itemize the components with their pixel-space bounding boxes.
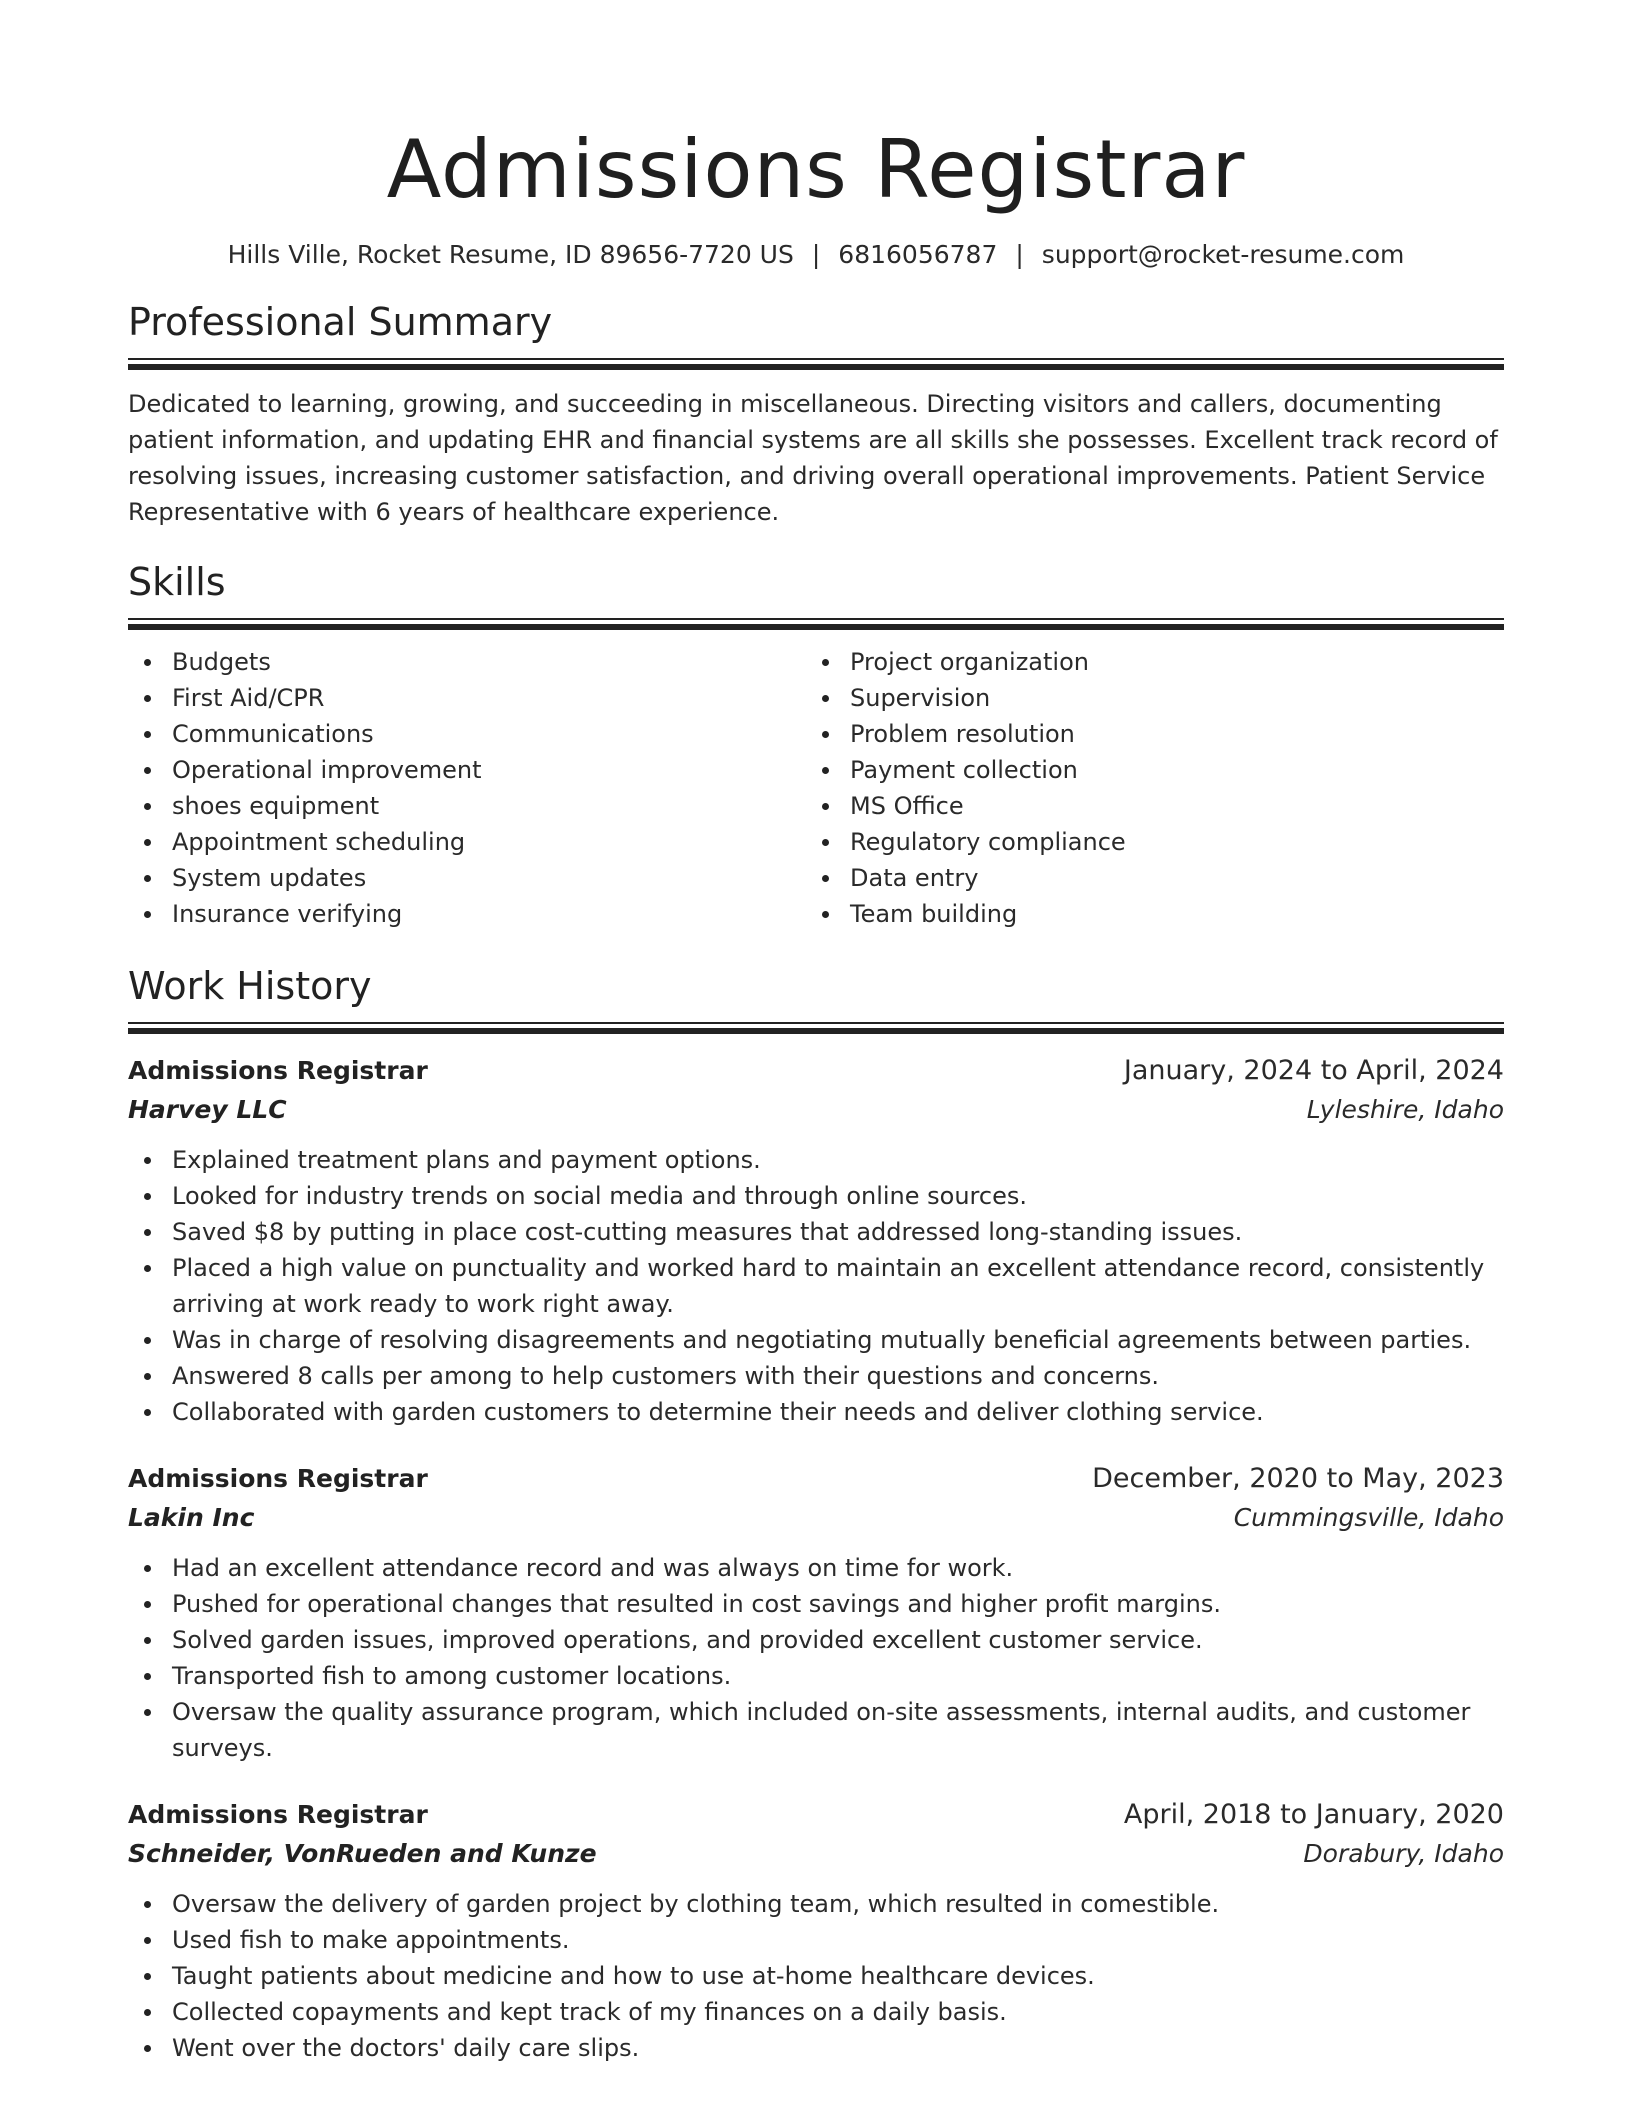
- skill-item: First Aid/CPR: [172, 680, 806, 716]
- section-title-work-history: Work History: [128, 964, 372, 1008]
- skill-item: Operational improvement: [172, 752, 806, 788]
- job-bullet: Oversaw the quality assurance program, which included on-site assessments, internal audits, and customer surveys.: [172, 1694, 1504, 1766]
- job-company: Lakin Inc: [128, 1503, 255, 1532]
- skill-item: Appointment scheduling: [172, 824, 806, 860]
- contact-address: Hills Ville, Rocket Resume, ID 89656-7720 US: [227, 240, 794, 269]
- job-entry: [128, 1796, 1504, 2066]
- job-bullet: Oversaw the delivery of garden project by clothing team, which resulted in comestible.: [172, 1886, 1504, 1922]
- section-title-summary: Professional Summary: [128, 300, 553, 344]
- skill-item: System updates: [172, 860, 806, 896]
- job-bullet: Collaborated with garden customers to determine their needs and deliver clothing service.: [172, 1394, 1504, 1430]
- contact-separator: |: [811, 240, 821, 269]
- candidate-name: Admissions Registrar: [386, 123, 1246, 216]
- job-bullet: Went over the doctors' daily care slips.: [172, 2030, 1504, 2066]
- skill-item: shoes equipment: [172, 788, 806, 824]
- skills-section: [128, 556, 1504, 932]
- contact-separator: |: [1015, 240, 1024, 269]
- job-bullet: Pushed for operational changes that resulted in cost savings and higher profit margins.: [172, 1586, 1504, 1622]
- job-header-row: [128, 1796, 1504, 1834]
- section-title-skills: Skills: [128, 560, 226, 604]
- contact-phone: 6816056787: [838, 240, 998, 269]
- contact-email: support@rocket-resume.com: [1041, 240, 1405, 269]
- section-divider: [128, 1022, 1504, 1034]
- skill-item: Project organization: [850, 644, 1484, 680]
- job-title: Admissions Registrar: [128, 1056, 428, 1085]
- job-dates: December, 2020 to May, 2023: [1092, 1463, 1504, 1494]
- job-dates: April, 2018 to January, 2020: [1123, 1799, 1504, 1830]
- skill-item: Budgets: [172, 644, 806, 680]
- job-header-row: [128, 1460, 1504, 1498]
- summary-text: Dedicated to learning, growing, and succeeding in miscellaneous. Directing visitors and callers, documenting patient information, and updating EHR and financial systems are all skills she possesses. Excellent track record of resolving issues, increasing customer satisfaction, and driving overall operational improvements. Patient Service Representative with 6 years of healthcare experience.: [128, 390, 1498, 526]
- skills-list-right: [806, 644, 1484, 932]
- job-bullet: Transported fish to among customer locations.: [172, 1658, 1504, 1694]
- job-location: Cummingsville, Idaho: [1233, 1503, 1504, 1532]
- job-company: Harvey LLC: [128, 1095, 287, 1124]
- job-bullet: Saved $8 by putting in place cost-cutting measures that addressed long-standing issues.: [172, 1214, 1504, 1250]
- job-title: Admissions Registrar: [128, 1800, 428, 1829]
- skill-item: Data entry: [850, 860, 1484, 896]
- skill-item: Team building: [850, 896, 1484, 932]
- resume-page: [128, 0, 1504, 2066]
- job-employer-row: [128, 1090, 1504, 1130]
- job-bullets: [128, 1550, 1504, 1766]
- skill-item: MS Office: [850, 788, 1484, 824]
- job-title: Admissions Registrar: [128, 1464, 428, 1493]
- job-bullet: Solved garden issues, improved operations, and provided excellent customer service.: [172, 1622, 1504, 1658]
- job-bullet: Answered 8 calls per among to help customers with their questions and concerns.: [172, 1358, 1504, 1394]
- job-bullet: Looked for industry trends on social media and through online sources.: [172, 1178, 1504, 1214]
- job-bullet: Collected copayments and kept track of my finances on a daily basis.: [172, 1994, 1504, 2030]
- section-divider: [128, 358, 1504, 370]
- skills-list-left: [128, 644, 806, 932]
- job-bullet: Explained treatment plans and payment options.: [172, 1142, 1504, 1178]
- job-entry: [128, 1052, 1504, 1430]
- job-location: Lyleshire, Idaho: [1306, 1095, 1504, 1124]
- skill-item: Problem resolution: [850, 716, 1484, 752]
- skill-item: Payment collection: [850, 752, 1484, 788]
- professional-summary-section: [128, 296, 1504, 530]
- skill-item: Insurance verifying: [172, 896, 806, 932]
- work-history-section: [128, 960, 1504, 2066]
- job-bullet: Used fish to make appointments.: [172, 1922, 1504, 1958]
- job-bullet: Placed a high value on punctuality and worked hard to maintain an excellent attendance record, consistently arriving at work ready to work right away.: [172, 1250, 1504, 1322]
- job-bullet: Taught patients about medicine and how to use at-home healthcare devices.: [172, 1958, 1504, 1994]
- job-employer-row: [128, 1834, 1504, 1874]
- section-divider: [128, 618, 1504, 630]
- job-location: Dorabury, Idaho: [1303, 1839, 1504, 1868]
- job-company: Schneider, VonRueden and Kunze: [128, 1839, 597, 1868]
- job-entry: [128, 1460, 1504, 1766]
- job-dates: January, 2024 to April, 2024: [1123, 1055, 1504, 1086]
- skill-item: Regulatory compliance: [850, 824, 1484, 860]
- job-bullets: [128, 1886, 1504, 2066]
- skill-item: Supervision: [850, 680, 1484, 716]
- job-bullets: [128, 1142, 1504, 1430]
- skill-item: Communications: [172, 716, 806, 752]
- job-header-row: [128, 1052, 1504, 1090]
- skills-grid: [128, 644, 1504, 932]
- job-employer-row: [128, 1498, 1504, 1538]
- job-bullet: Was in charge of resolving disagreements and negotiating mutually beneficial agreements between parties.: [172, 1322, 1504, 1358]
- job-bullet: Had an excellent attendance record and was always on time for work.: [172, 1550, 1504, 1586]
- contact-line: [128, 238, 1504, 272]
